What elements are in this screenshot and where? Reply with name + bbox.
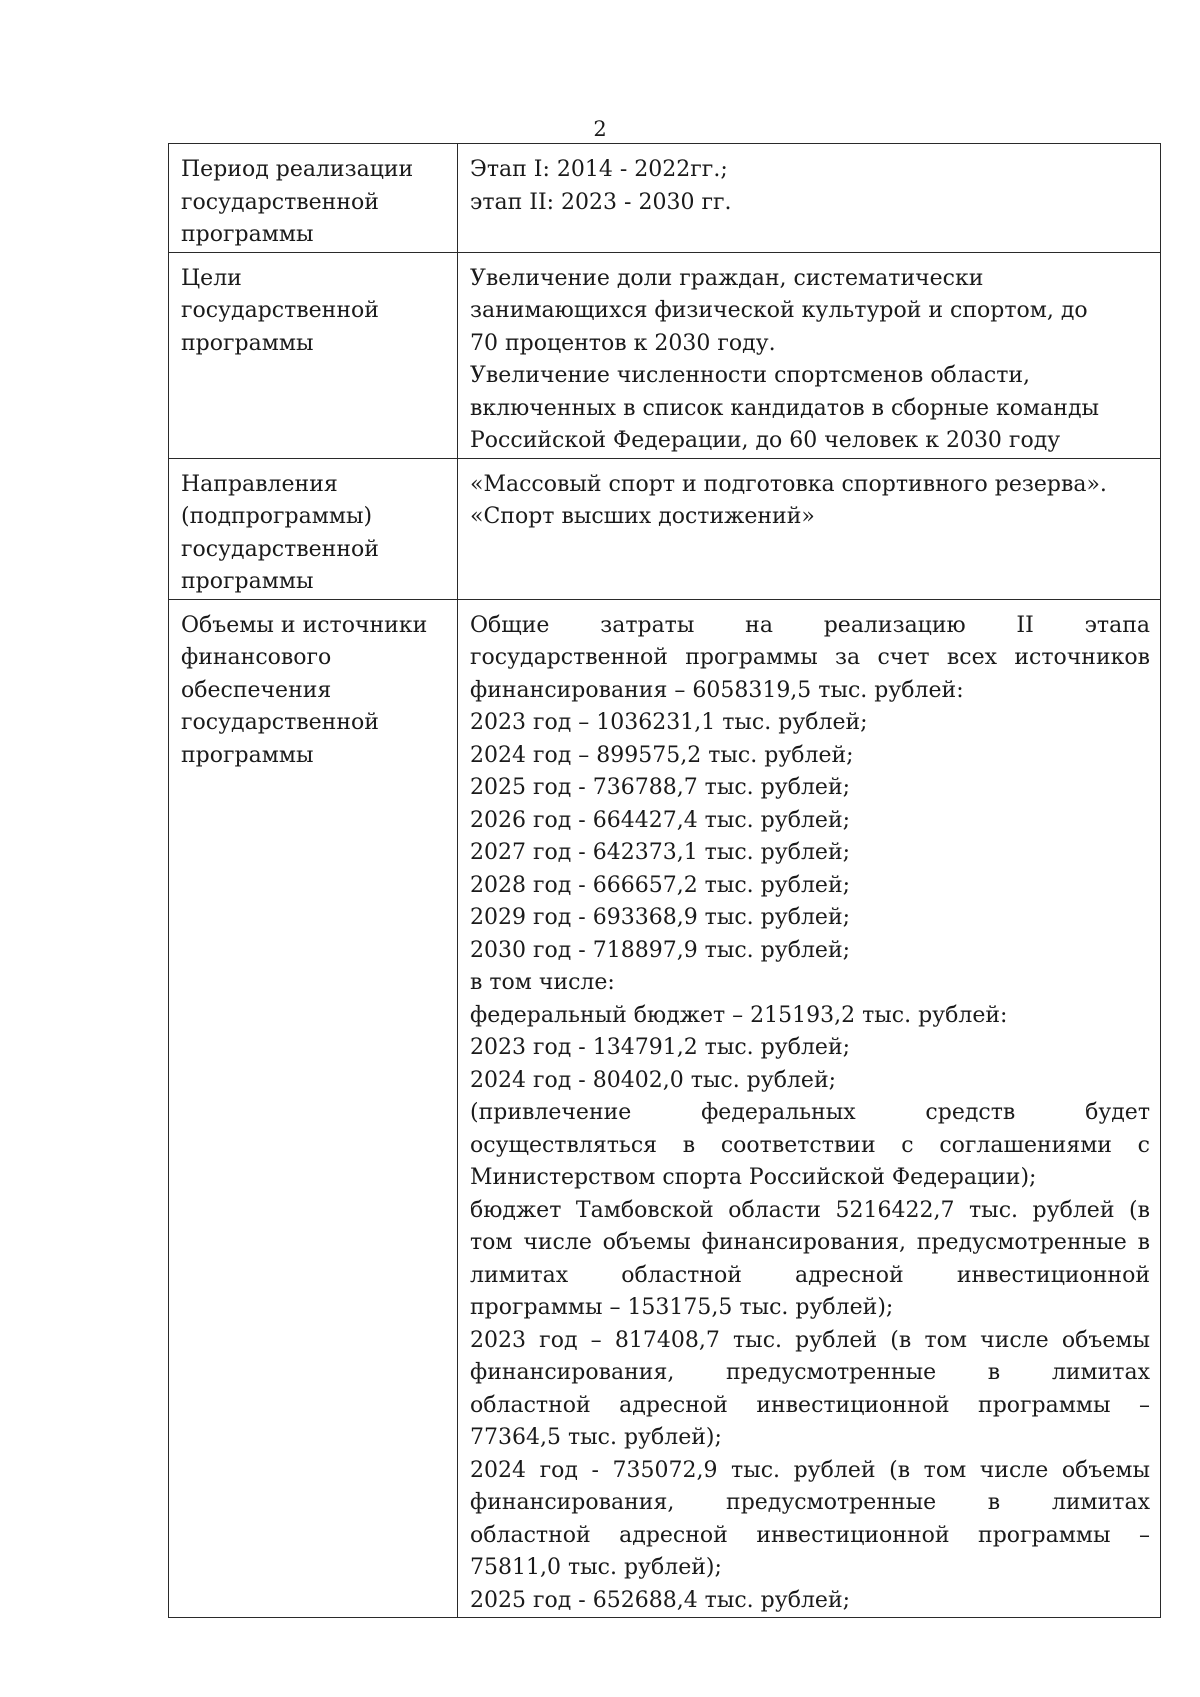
value-line: Министерством спорта Российской Федерации); [470,1165,1037,1190]
value-line: лимитах областной адресной инвестиционной [470,1262,1150,1288]
value-line: Увеличение численности спортсменов области, [470,363,1031,388]
label-line: программы [181,742,314,768]
value-line: 2023 год – 817408,7 тыс. рублей (в том числе объемы [470,1327,1150,1353]
label-line: Период реализации [181,157,414,182]
value-line: бюджет Тамбовской области 5216422,7 тыс. рублей (в [470,1197,1150,1223]
table-row-directions [169,458,1161,599]
table-row-goals [169,252,1161,458]
value-line: занимающихся физической культурой и спортом, до [470,298,1088,323]
value-line: областной адресной инвестиционной программы – [470,1392,1150,1418]
value-line: 2024 год – 899575,2 тыс. рублей; [470,742,854,768]
value-line: этап II: 2023 - 2030 гг. [470,189,732,215]
label-cell-directions [169,458,458,599]
label-line: финансового [181,645,332,670]
table-row-funding [169,599,1161,1618]
value-line: осуществляться в соответствии с соглашениями с [470,1132,1150,1158]
label-line: программы [181,222,314,247]
value-line: государственной программы за счет всех источников [470,645,1150,670]
label-cell-goals [169,252,458,458]
value-line: областной адресной инвестиционной программы – [470,1522,1150,1548]
value-line: Общие затраты на реализацию II этапа [470,612,1150,638]
value-line: 2024 год - 735072,9 тыс. рублей (в том числе объемы [470,1457,1150,1483]
value-line: 2023 год – 1036231,1 тыс. рублей; [470,710,868,735]
value-line: финансирования – 6058319,5 тыс. рублей: [470,677,964,703]
value-line: 2029 год - 693368,9 тыс. рублей; [470,905,851,930]
value-line: 2027 год - 642373,1 тыс. рублей; [470,840,851,865]
value-line: 77364,5 тыс. рублей); [470,1425,722,1450]
value-cell-period [458,144,1161,253]
value-line: 2025 год - 736788,7 тыс. рублей; [470,775,851,800]
label-line: Цели [181,265,242,291]
label-line: (подпрограммы) [181,504,373,529]
value-line: «Массовый спорт и подготовка спортивного резерва». [470,471,1107,497]
label-cell-period [169,144,458,253]
value-line: (привлечение федеральных средств будет [470,1100,1150,1125]
value-line: программы – 153175,5 тыс. рублей); [470,1295,894,1320]
label-line: государственной [181,189,379,215]
value-line: федеральный бюджет – 215193,2 тыс. рублей: [470,1002,1008,1028]
value-line: 75811,0 тыс. рублей); [470,1555,722,1580]
page-number: 2 [593,117,607,141]
value-line: «Спорт высших достижений» [470,504,815,529]
value-cell-funding [458,599,1161,1618]
label-line: программы [181,569,314,594]
value-line: 70 процентов к 2030 году. [470,330,776,356]
value-line: 2024 год - 80402,0 тыс. рублей; [470,1067,837,1093]
value-line: 2026 год - 664427,4 тыс. рублей; [470,807,851,833]
program-passport-table [168,143,1161,1618]
label-line: Объемы и источники [181,612,428,638]
value-line: Этап I: 2014 - 2022гг.; [470,157,728,182]
value-line: 2025 год - 652688,4 тыс. рублей; [470,1587,851,1613]
value-line: Увеличение доли граждан, систематически [470,265,984,291]
value-line: включенных в список кандидатов в сборные команды [470,395,1099,421]
label-line: государственной [181,536,379,562]
value-line: в том числе: [470,970,615,995]
value-cell-goals [458,252,1161,458]
label-cell-funding [169,599,458,1618]
table-row-period [169,144,1161,253]
label-line: программы [181,330,314,356]
value-line: 2023 год - 134791,2 тыс. рублей; [470,1035,851,1060]
label-line: государственной [181,298,379,323]
label-line: государственной [181,710,379,735]
value-cell-directions [458,458,1161,599]
value-line: 2028 год - 666657,2 тыс. рублей; [470,872,851,898]
value-line: финансирования, предусмотренные в лимитах [470,1490,1150,1515]
label-line: обеспечения [181,677,332,703]
value-line: финансирования, предусмотренные в лимитах [470,1360,1150,1385]
value-line: Российской Федерации, до 60 человек к 2030 году [470,428,1061,453]
value-line: 2030 год - 718897,9 тыс. рублей; [470,937,851,963]
label-line: Направления [181,471,338,497]
value-line: том числе объемы финансирования, предусмотренные в [470,1230,1150,1255]
